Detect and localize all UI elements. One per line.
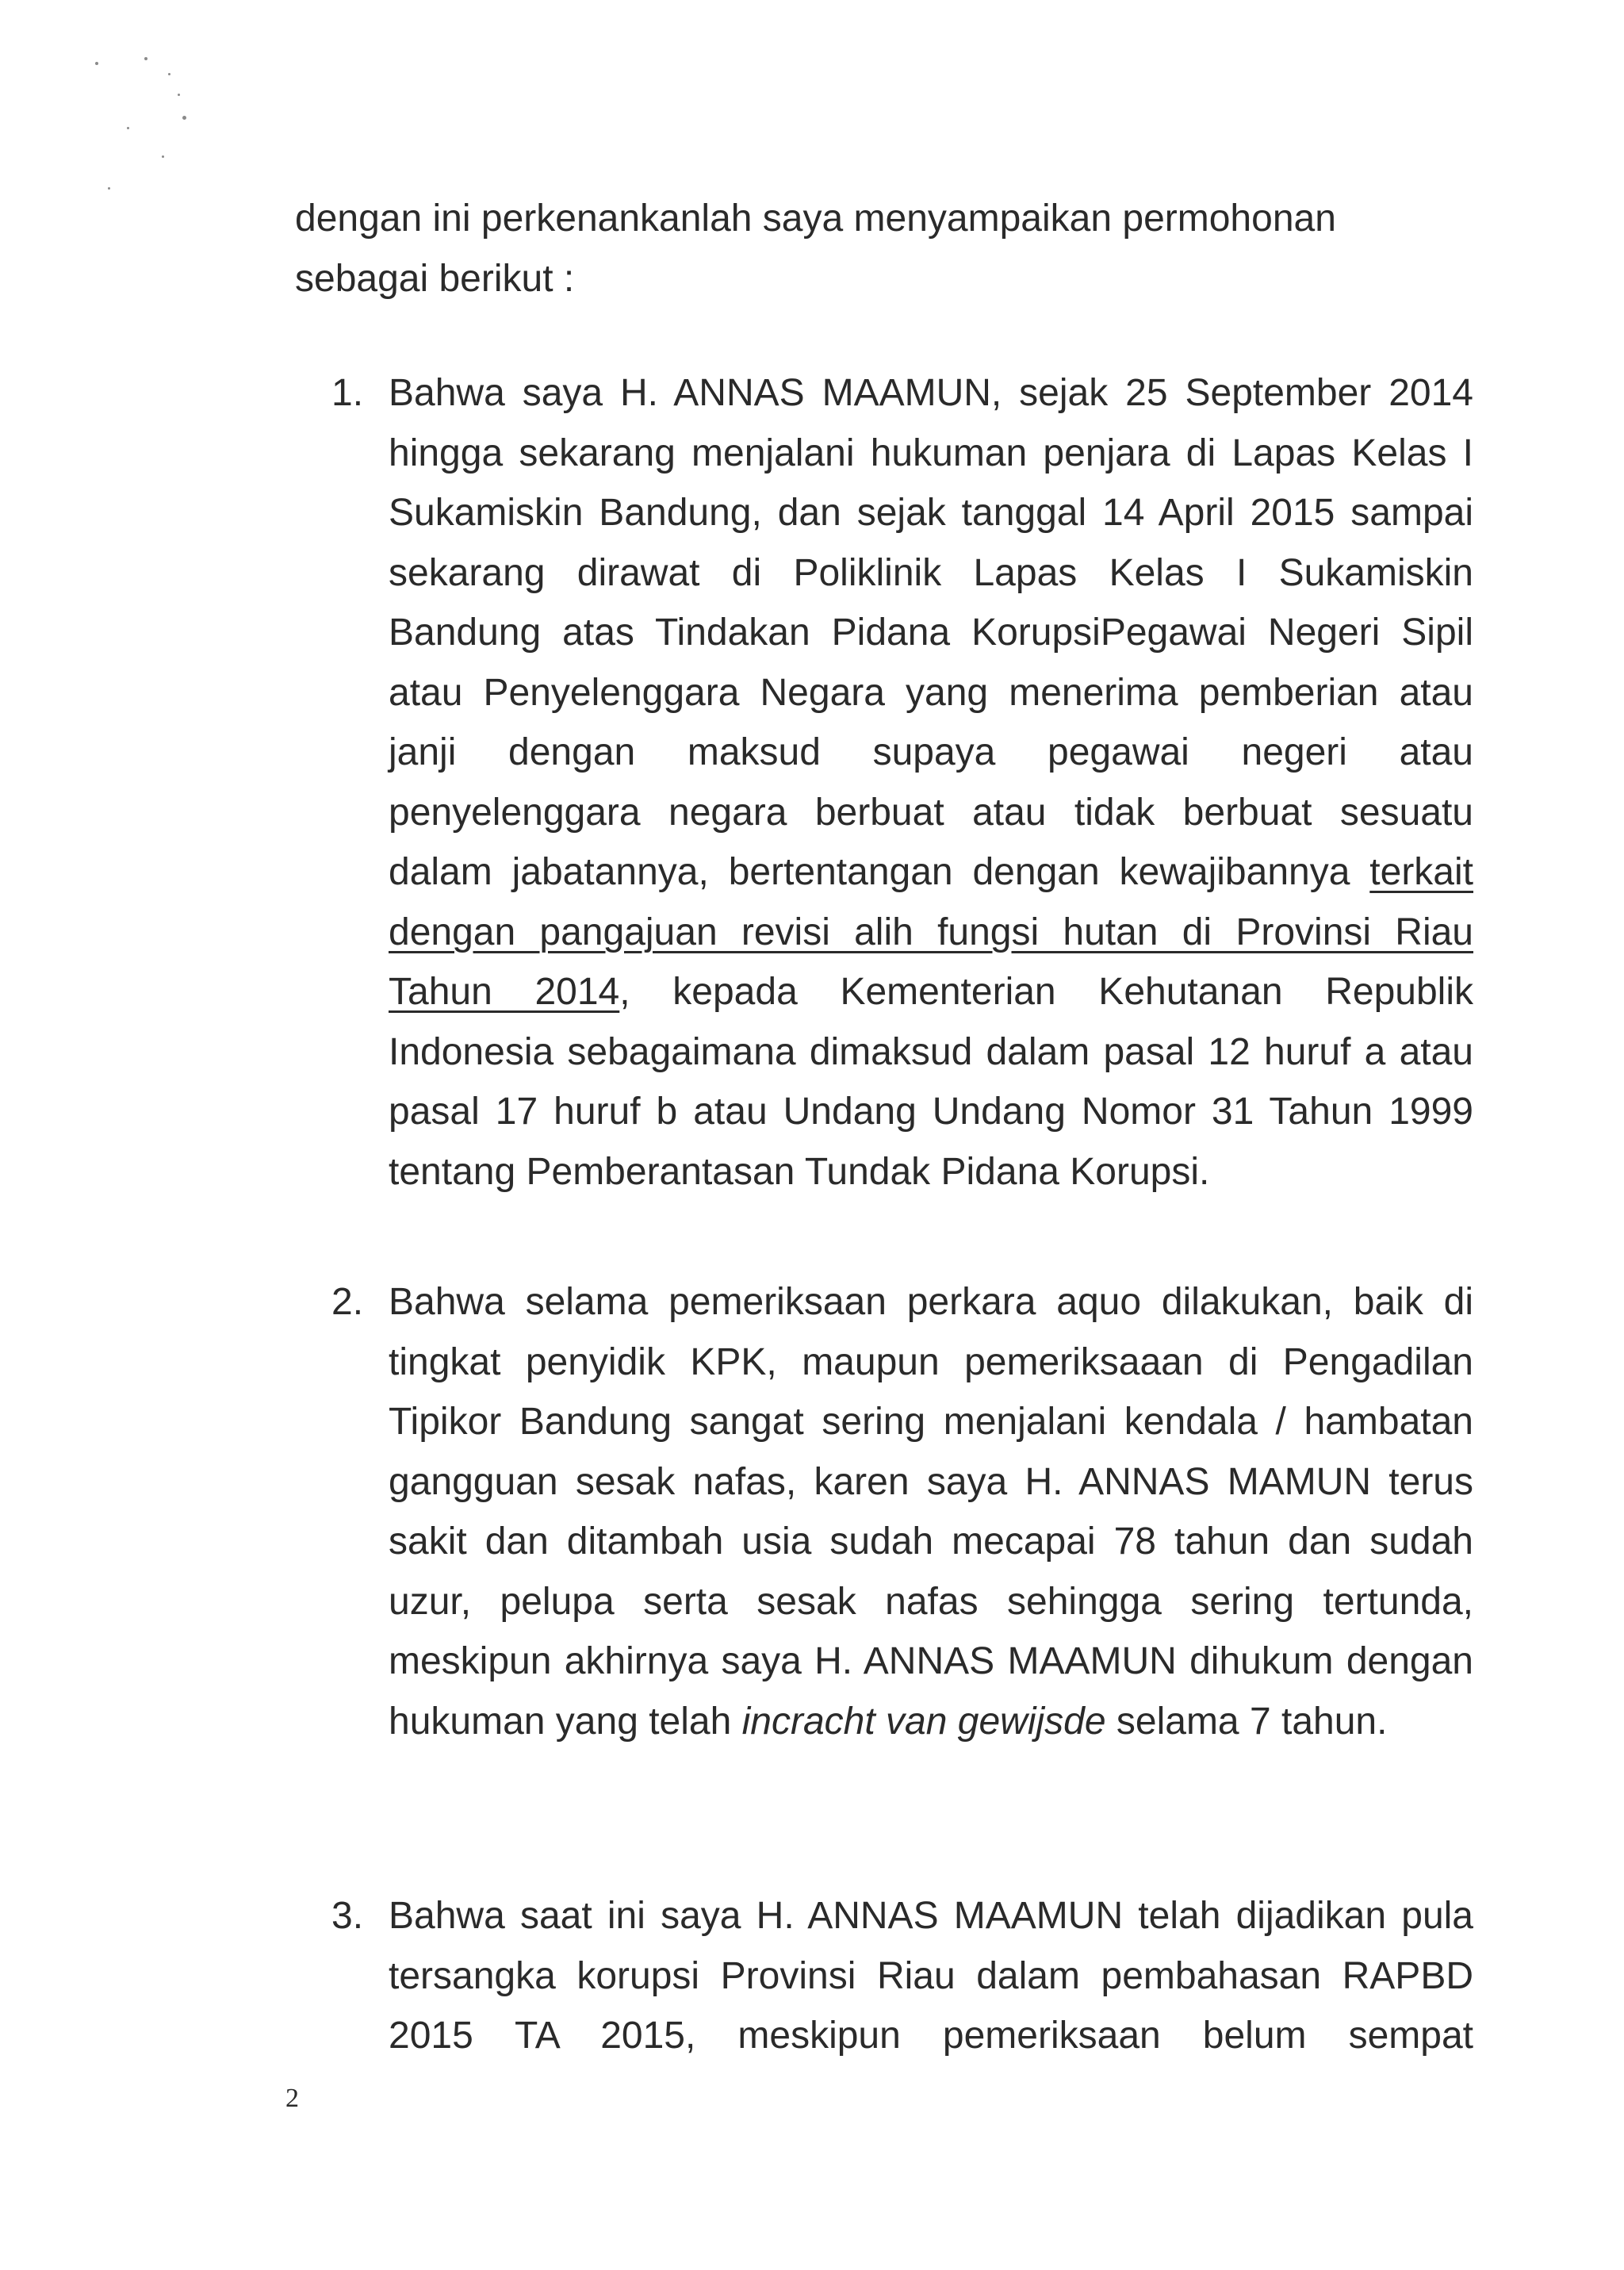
- page-number: 2: [285, 2084, 299, 2113]
- list-item: [331, 1886, 1473, 2076]
- scan-speck: [182, 116, 186, 120]
- text-segment: Bahwa saat ini saya H. ANNAS MAAMUN telah dijadikan pula tersangka korupsi Provinsi Riau dalam pembahasan RAPBD 2015 TA 2015, meskipun pemeriksaan belum sempat: [389, 1895, 1473, 2057]
- list-item-number: 2.: [331, 1281, 364, 1323]
- scan-speck: [127, 127, 129, 129]
- list-item-text: [389, 363, 1473, 1202]
- list-item-number: 3.: [331, 1895, 364, 1937]
- scan-speck: [178, 94, 180, 96]
- intro-paragraph: dengan ini perkenankanlah saya menyampaikan permohonan sebagai berikut :: [295, 197, 1336, 300]
- list-item-text: [389, 1272, 1473, 1751]
- list-item-text: [389, 1886, 1473, 2066]
- list-item: [331, 363, 1473, 1204]
- list-item-number: 1.: [331, 372, 364, 414]
- text-segment: selama 7 tahun.: [1105, 1700, 1388, 1743]
- italic-text: incracht van gewijsde: [741, 1700, 1106, 1743]
- scan-speck: [95, 62, 98, 65]
- scan-speck: [108, 187, 110, 190]
- underlined-text: terkait dengan pangajuan revisi alih fungsi hutan di Provinsi Riau Tahun 2014: [389, 851, 1473, 1013]
- scan-speck: [168, 73, 170, 75]
- scan-speck: [162, 155, 164, 158]
- scan-speck: [144, 57, 147, 60]
- text-segment: Bahwa selama pemeriksaan perkara aquo dilakukan, baik di tingkat penyidik KPK, maupun pemeriksaaan di Pengadilan Tipikor Bandung sangat sering menjalani kendala / hambatan gangguan sesak nafas, karen saya H. ANNAS MAMUN terus sakit dan ditambah usia sudah mecapai 78 tahun dan sudah uzur, pelupa serta sesak nafas sehingga sering tertunda, meskipun akhirnya saya H. ANNAS MAAMUN dihukum dengan hukuman yang telah: [389, 1281, 1473, 1743]
- text-segment: Bahwa saya H. ANNAS MAAMUN, sejak 25 September 2014 hingga sekarang menjalani hukuman penjara di Lapas Kelas I Sukamiskin Bandung, dan sejak tanggal 14 April 2015 sampai sekarang dirawat di Poliklinik Lapas Kelas I Sukamiskin Bandung atas Tindakan Pidana KorupsiPegawai Negeri Sipil atau Penyelenggara Negara yang menerima pemberian atau janji dengan maksud supaya pegawai negeri atau penyelenggara negara berbuat atau tidak berbuat sesuatu dalam jabatannya, bertentangan dengan kewajibannya: [389, 372, 1473, 893]
- list-item: [331, 1272, 1473, 1827]
- text-segment: , kepada Kementerian Kehutanan Republik Indonesia sebagaimana dimaksud dalam pasal 12 huruf a atau pasal 17 huruf b atau Undang Undang Nomor 31 Tahun 1999 tentang Pemberantasan Tundak Pidana Korupsi.: [389, 971, 1473, 1193]
